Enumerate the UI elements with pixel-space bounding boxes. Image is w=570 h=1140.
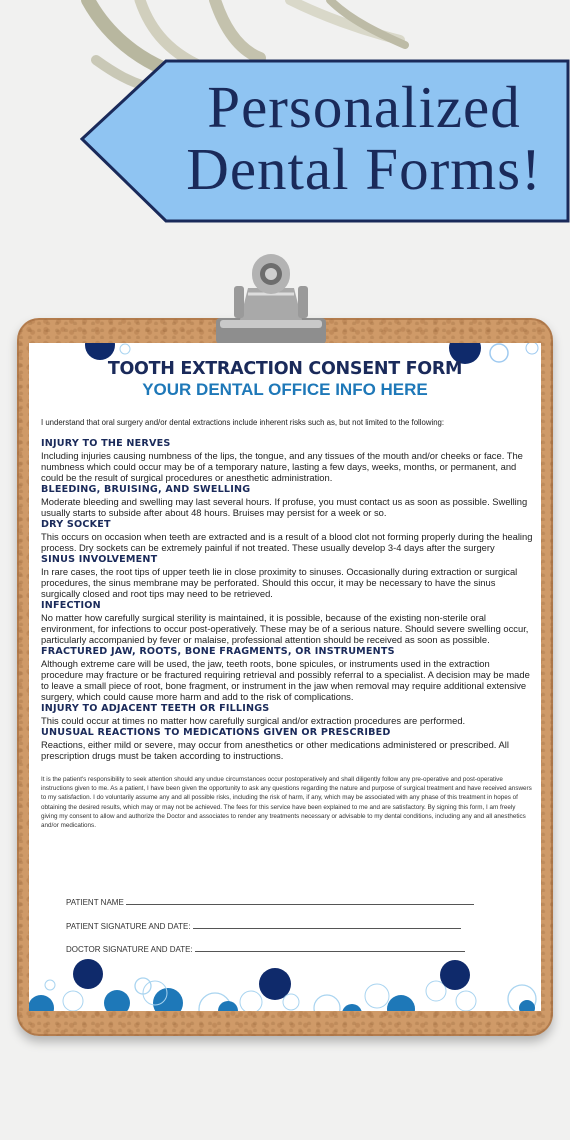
office-info: YOUR DENTAL OFFICE INFO HERE xyxy=(142,380,428,399)
section-heading: FRACTURED JAW, ROOTS, BONE FRAGMENTS, OR INSTRUMENTS xyxy=(41,646,395,657)
section-body: Reactions, either mild or severe, may occur from anesthetics or other medications administered or prescribed. All prescription drugs must be taken according to instructions. xyxy=(41,739,509,761)
patient-signature-line[interactable] xyxy=(193,920,461,929)
section-body: This could occur at times no matter how carefully surgical and/or extraction procedures are performed. xyxy=(41,715,466,726)
section-body: Including injuries causing numbness of the lips, the tongue, and any tissues of the mouth and/or cheeks or face. The numbness which could occur may be of a temporary nature, lasting a few days, weeks, months, or permanent, and could be the result of surgical procedures or anesthetic administration. xyxy=(41,450,523,483)
form-content xyxy=(41,417,533,830)
intro-text: I understand that oral surgery and/or dental extractions include inherent risks such as, but not limited to the following: xyxy=(41,418,445,427)
section-heading: SINUS INVOLVEMENT xyxy=(41,554,158,565)
section-heading: DRY SOCKET xyxy=(41,519,111,530)
patient-name-line[interactable] xyxy=(126,896,474,905)
banner-headline xyxy=(158,76,570,200)
form-title: TOOTH EXTRACTION CONSENT FORM xyxy=(107,359,463,379)
section-heading: INJURY TO ADJACENT TEETH OR FILLINGS xyxy=(41,703,270,714)
section-body: This occurs on occasion when teeth are extracted and is a result of a blood clot not forming properly during the healing process. Dry sockets can be extremely painful if not treated. These usually develop 3-4 days after the surgery xyxy=(41,531,533,553)
section-heading: BLEEDING, BRUISING, AND SWELLING xyxy=(41,484,251,495)
patient-name-label: PATIENT NAME xyxy=(66,898,124,907)
headline-banner xyxy=(80,58,570,224)
section-heading: INJURY TO THE NERVES xyxy=(41,438,171,449)
consent-form-page xyxy=(29,343,541,1011)
section-heading: INFECTION xyxy=(41,600,101,611)
section-body: Although extreme care will be used, the jaw, teeth roots, bone spicules, or instruments used in the extraction procedure may fracture or be fractured requiring retrieval and possibly referral to a specialist. A decision may be made to leave a small piece of root, bone fragment, or instrument in the jaw when removal may require additional extensive surgery, which could cause more harm and add to the risk of complications. xyxy=(41,658,530,702)
section-body: In rare cases, the root tips of upper teeth lie in close proximity to sinuses. Occasionally during extraction or surgical procedures, the sinus membrane may be perforated. Should this occur, it may be necessary to have the sinus surgically closed and root tips may need to be retrieved. xyxy=(41,566,518,599)
section-body: No matter how carefully surgical sterility is maintained, it is possible, because of the existing non-sterile oral environment, for infections to occur post-operatively. These may be of a serious nature. Should severe swelling occur, particularly accompanied by fever or malaise, professional attention should be received as soon as possible. xyxy=(41,612,529,645)
closing-statement: It is the patient's responsibility to seek attention should any undue circumstances occur postoperatively and shall diligently follow any pre-operative and post-operative instructions given to me. As a patient, I have been given the opportunity to ask any questions regarding the nature and purpose of surgical treatment and have received answers to my satisfaction. I do voluntarily assume any and all possible risks, including the risk of harm, if any, which may be associated with any phase of this treatment in hopes of obtaining the desired results, which may or may not be achieved. The fees for this service have been explained to me and are satisfactory. By signing this form, I am freely giving my consent to allow and authorize the Doctor and associates to render any treatments necessary or advisable to my dental conditions, including any and all anesthetics and/or medications. xyxy=(41,776,532,830)
clipboard-clip-icon xyxy=(212,248,330,348)
banner-line-1: Personalized xyxy=(207,74,521,140)
section-body: Moderate bleeding and swelling may last several hours. If profuse, you must contact us as soon as possible. Swelling usually starts to subside after about 48 hours. Bruises may persist for a week or so. xyxy=(41,496,528,518)
bottom-dots-decoration xyxy=(29,951,541,1011)
patient-signature-field[interactable] xyxy=(66,920,461,931)
doctor-signature-label: DOCTOR SIGNATURE AND DATE: xyxy=(66,945,193,954)
patient-name-field[interactable] xyxy=(66,896,474,907)
banner-line-2: Dental Forms! xyxy=(186,136,542,202)
section-heading: UNUSUAL REACTIONS TO MEDICATIONS GIVEN OR PRESCRIBED xyxy=(41,727,391,738)
patient-signature-label: PATIENT SIGNATURE AND DATE: xyxy=(66,922,191,931)
